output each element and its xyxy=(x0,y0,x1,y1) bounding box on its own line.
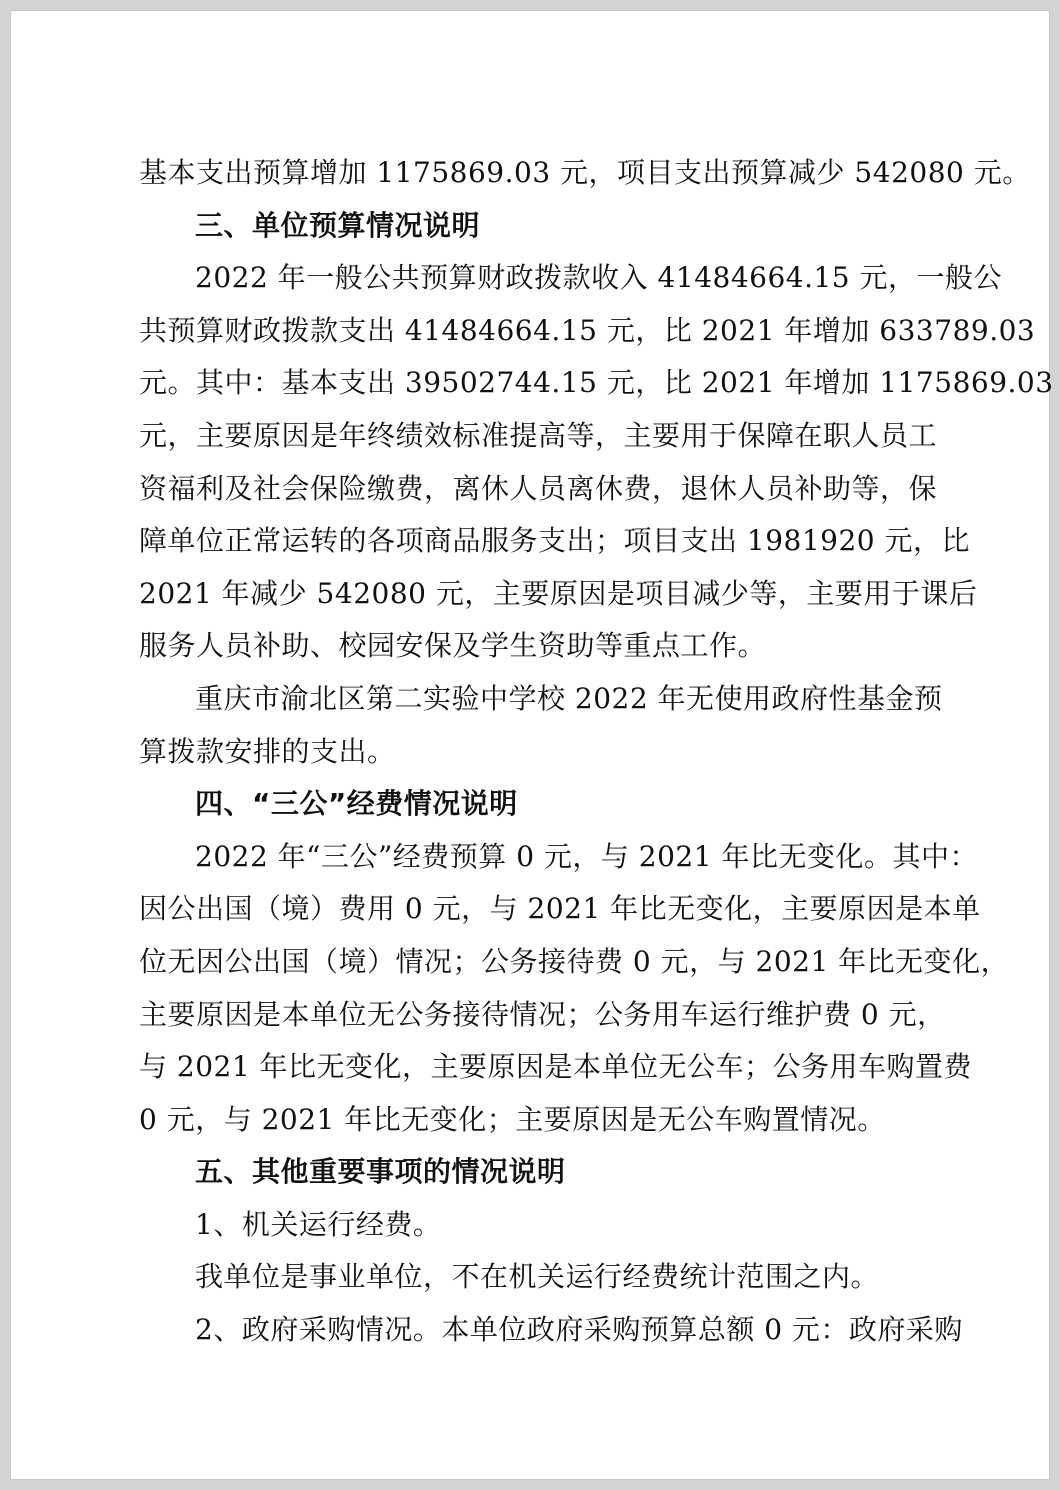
text-line: 元。其中：基本支出 39502744.15 元，比 2021 年增加 1175869.03 xyxy=(139,366,1054,400)
section-heading: 三、单位预算情况说明 xyxy=(195,208,481,242)
text-line: 因公出国（境）费用 0 元，与 2021 年比无变化，主要原因是本单 xyxy=(139,892,981,926)
document-page xyxy=(10,10,1054,1480)
text-line: 共预算财政拨款支出 41484664.15 元，比 2021 年增加 633789.03 xyxy=(139,313,1036,347)
text-line: 1、机关运行经费。 xyxy=(195,1207,442,1241)
text-line: 基本支出预算增加 1175869.03 元，项目支出预算减少 542080 元。 xyxy=(139,156,1031,189)
text-line: 2022 年一般公共预算财政拨款收入 41484664.15 元，一般公 xyxy=(195,261,1003,295)
text-line: 与 2021 年比无变化，主要原因是本单位无公车；公务用车购置费 xyxy=(139,1050,973,1084)
text-line: 服务人员补助、校园安保及学生资助等重点工作。 xyxy=(139,629,767,663)
text-line: 障单位正常运转的各项商品服务支出；项目支出 1981920 元，比 xyxy=(139,524,971,558)
text-line: 0 元，与 2021 年比无变化；主要原因是无公车购置情况。 xyxy=(139,1102,886,1136)
text-line: 2、政府采购情况。本单位政府采购预算总额 0 元：政府采购 xyxy=(195,1313,963,1347)
text-line: 2021 年减少 542080 元，主要原因是项目减少等，主要用于课后 xyxy=(139,576,978,610)
text-line: 2022 年“三公”经费预算 0 元，与 2021 年比无变化。其中： xyxy=(195,839,978,873)
section-heading: 五、其他重要事项的情况说明 xyxy=(195,1155,566,1189)
section-heading: 四、“三公”经费情况说明 xyxy=(195,787,518,821)
text-line: 算拨款安排的支出。 xyxy=(139,734,396,768)
text-line: 位无因公出国（境）情况；公务接待费 0 元，与 2021 年比无变化， xyxy=(139,944,1010,978)
text-line: 元，主要原因是年终绩效标准提高等，主要用于保障在职人员工 xyxy=(139,418,938,452)
document-body xyxy=(139,147,1054,1357)
text-line: 资福利及社会保险缴费，离休人员离休费，退休人员补助等，保 xyxy=(139,471,938,505)
text-line: 我单位是事业单位，不在机关运行经费统计范围之内。 xyxy=(195,1260,880,1294)
text-line: 主要原因是本单位无公务接待情况；公务用车运行维护费 0 元， xyxy=(139,997,946,1031)
text-line: 重庆市渝北区第二实验中学校 2022 年无使用政府性基金预 xyxy=(195,681,943,715)
